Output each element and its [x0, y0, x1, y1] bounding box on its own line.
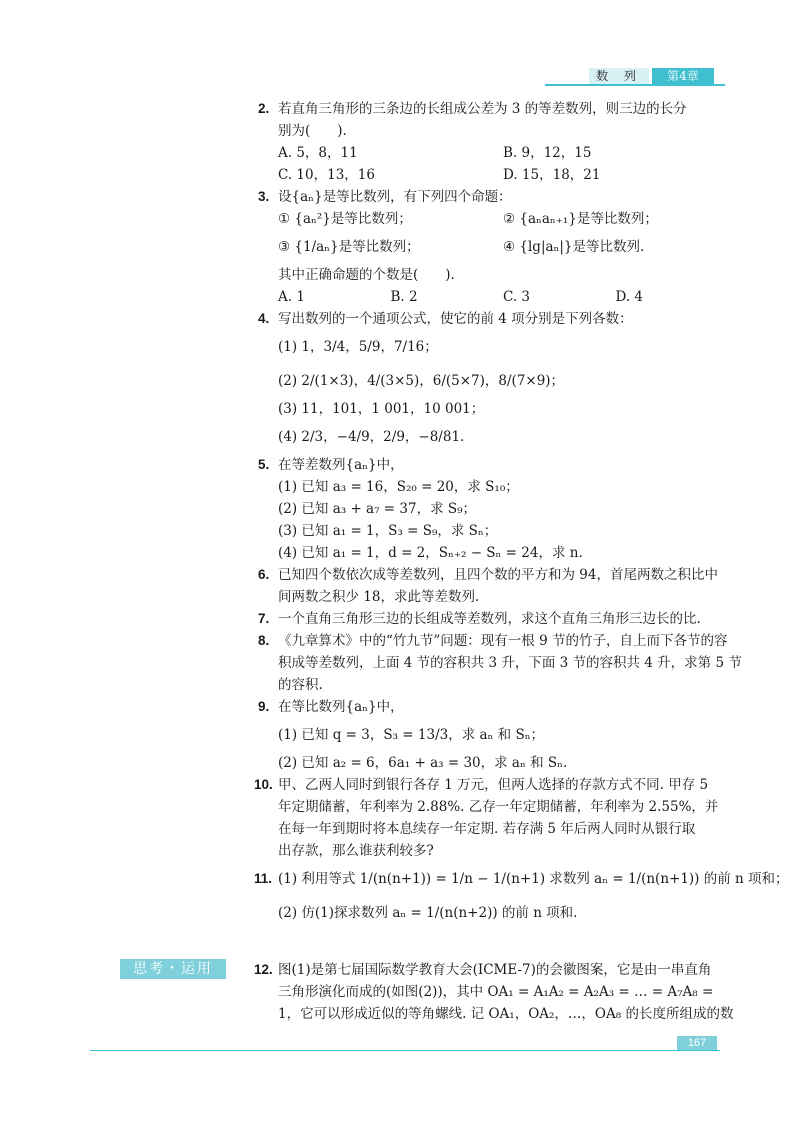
- sub-question: (2) 已知 a₂ = 6，6a₁ + a₃ = 30，求 aₙ 和 Sₙ.: [278, 755, 568, 771]
- option-c: C. 10，13，16: [278, 167, 375, 183]
- problem-text: 在等差数列{aₙ}中，: [278, 457, 404, 473]
- problem-text: 三角形演化而成的(如图(2))，其中 OA₁ = A₁A₂ = A₂A₃ = … = A₇A₈ =: [278, 984, 714, 1000]
- chapter-number: 第4章: [652, 68, 714, 84]
- answer-options: [278, 286, 728, 308]
- sub-question: (1) 已知 a₃ = 16，S₂₀ = 20，求 S₁₀；: [278, 479, 519, 495]
- sub-question: (3) 11，101，1 001，10 001；: [278, 401, 485, 417]
- chapter-title: 数 列: [589, 68, 649, 84]
- option-d: D. 15，18，21: [503, 167, 601, 183]
- sub-question: (1) 已知 q = 3，S₃ = 13/3，求 aₙ 和 Sₙ；: [278, 727, 545, 743]
- sub-question: (1) 利用等式 1/(n(n+1)) = 1/n − 1/(n+1) 求数列 aₙ = 1/(n(n+1)) 的前 n 项和；: [278, 871, 789, 887]
- problem-text: 设{aₙ}是等比数列，有下列四个命题：: [278, 189, 512, 205]
- problem-text: 在等比数列{aₙ}中，: [278, 699, 404, 715]
- problem-text: 1，它可以形成近似的等角螺线. 记 OA₁，OA₂，…，OA₈ 的长度所组成的数: [278, 1006, 734, 1022]
- sub-question: (2) 仿(1)探求数列 aₙ = 1/(n(n+2)) 的前 n 项和.: [278, 905, 578, 921]
- sub-question: (2) 2/(1×3)，4/(3×5)，6/(5×7)，8/(7×9)；: [278, 373, 565, 389]
- proposition-1: ① {aₙ²}是等比数列；: [278, 211, 412, 227]
- problem-5: [258, 454, 728, 564]
- sub-question: (3) 已知 a₁ = 1，S₃ = S₉，求 Sₙ；: [278, 523, 498, 539]
- exercise-list: [254, 98, 789, 930]
- option-b: B. 2: [390, 289, 418, 305]
- problem-7: [258, 608, 728, 630]
- section-tag: 思考・运用: [120, 959, 226, 979]
- problem-number: 5.: [258, 457, 270, 472]
- sub-question: (4) 已知 a₁ = 1，d = 2，Sₙ₊₂ − Sₙ = 24，求 n.: [278, 545, 583, 561]
- problem-number: 2.: [258, 101, 270, 116]
- problem-text: 积成等差数列，上面 4 节的容积共 3 升，下面 3 节的容积共 4 升，求第 5 节: [278, 655, 742, 671]
- option-d: D. 4: [615, 289, 644, 305]
- problem-text: 间两数之积少 18，求此等差数列.: [278, 589, 480, 605]
- problem-9: [258, 696, 728, 774]
- sub-question: (1) 1，3/4，5/9，7/16；: [278, 339, 438, 355]
- problem-number: 7.: [258, 611, 270, 626]
- problem-8: [258, 630, 742, 696]
- footer-rule: [90, 1050, 720, 1051]
- problem-number: 11.: [254, 871, 273, 886]
- sub-question: (4) 2/3，−4/9，2/9，−8/81.: [278, 429, 465, 445]
- problem-6: [258, 564, 728, 608]
- problem-text: 的容积.: [278, 677, 323, 693]
- problem-12: [254, 959, 734, 1025]
- problem-3: [258, 186, 728, 308]
- problem-text: 年定期储蓄，年利率为 2.88%. 乙存一年定期储蓄，年利率为 2.55%，并: [278, 799, 719, 815]
- page-number: 167: [677, 1036, 717, 1050]
- option-a: A. 5，8，11: [278, 145, 358, 161]
- problem-11: [254, 862, 789, 930]
- answer-options: [278, 142, 728, 186]
- problem-text: 在每一年到期时将本息续存一年定期. 若存满 5 年后两人同时从银行取: [278, 821, 696, 837]
- problem-text: 《九章算术》中的“竹九节”问题：现有一根 9 节的竹子，自上而下各节的容: [278, 633, 728, 649]
- problem-number: 9.: [258, 699, 270, 714]
- problem-text: 若直角三角形的三条边的长组成公差为 3 的等差数列，则三边的长分: [278, 101, 687, 117]
- problem-text: 甲、乙两人同时到银行各存 1 万元，但两人选择的存款方式不同. 甲存 5: [278, 777, 709, 793]
- problem-text: 其中正确命题的个数是( ).: [278, 267, 455, 283]
- problem-2: [258, 98, 728, 186]
- option-a: A. 1: [278, 289, 305, 305]
- problem-number: 6.: [258, 567, 270, 582]
- option-c: C. 3: [503, 289, 531, 305]
- proposition-2: ② {aₙaₙ₊₁}是等比数列；: [503, 211, 658, 227]
- problem-text: 出存款，那么谁获利较多?: [278, 843, 434, 859]
- problem-text: 已知四个数依次成等差数列，且四个数的平方和为 94，首尾两数之积比中: [278, 567, 718, 583]
- problem-text: 一个直角三角形三边的长组成等差数列，求这个直角三角形三边长的比.: [278, 611, 701, 627]
- proposition-list: [278, 208, 728, 264]
- problem-number: 8.: [258, 633, 270, 648]
- problem-text: 别为( ).: [278, 123, 347, 139]
- option-b: B. 9，12，15: [503, 145, 592, 161]
- problem-4: [258, 308, 728, 454]
- proposition-4: ④ {lg|aₙ|}是等比数列.: [503, 239, 645, 255]
- problem-10: [254, 774, 728, 862]
- sub-question: (2) 已知 a₃ + a₇ = 37，求 S₉；: [278, 501, 477, 517]
- problem-number: 4.: [258, 311, 270, 326]
- header-rule: [545, 84, 725, 86]
- problem-number: 3.: [258, 189, 270, 204]
- problem-number: 12.: [254, 962, 273, 977]
- proposition-3: ③ {1/aₙ}是等比数列；: [278, 239, 420, 255]
- problem-text: 写出数列的一个通项公式，使它的前 4 项分别是下列各数：: [278, 311, 633, 327]
- problem-number: 10.: [254, 777, 273, 792]
- problem-text: 图(1)是第七届国际数学教育大会(ICME-7)的会徽图案，它是由一串直角: [278, 962, 712, 978]
